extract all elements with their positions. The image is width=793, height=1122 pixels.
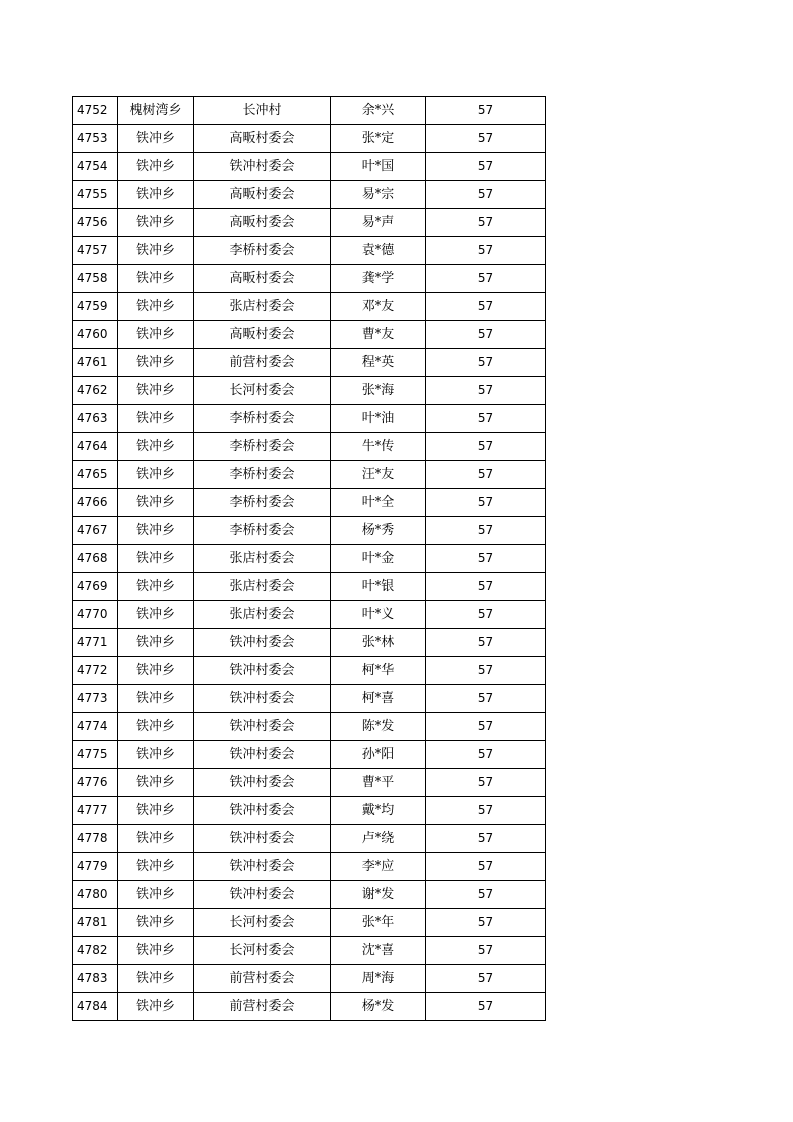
village-cell: 高畈村委会 (194, 321, 331, 349)
name-cell: 袁*德 (331, 237, 426, 265)
table-row (73, 965, 546, 993)
township-cell: 铁冲乡 (118, 713, 194, 741)
township-cell: 铁冲乡 (118, 433, 194, 461)
township-cell: 铁冲乡 (118, 321, 194, 349)
village-cell: 高畈村委会 (194, 209, 331, 237)
table-row (73, 685, 546, 713)
township-cell: 铁冲乡 (118, 405, 194, 433)
table-row (73, 349, 546, 377)
amount-cell: 57 (426, 209, 546, 237)
village-cell: 长冲村 (194, 97, 331, 125)
name-cell: 张*年 (331, 909, 426, 937)
amount-cell: 57 (426, 685, 546, 713)
row-id-cell: 4767 (73, 517, 118, 545)
table-row (73, 993, 546, 1021)
row-id-cell: 4764 (73, 433, 118, 461)
township-cell: 铁冲乡 (118, 293, 194, 321)
row-id-cell: 4752 (73, 97, 118, 125)
village-cell: 铁冲村委会 (194, 629, 331, 657)
village-cell: 李桥村委会 (194, 433, 331, 461)
name-cell: 曹*平 (331, 769, 426, 797)
village-cell: 张店村委会 (194, 573, 331, 601)
village-cell: 李桥村委会 (194, 237, 331, 265)
table-row (73, 797, 546, 825)
name-cell: 叶*银 (331, 573, 426, 601)
amount-cell: 57 (426, 405, 546, 433)
amount-cell: 57 (426, 769, 546, 797)
table-row (73, 825, 546, 853)
table-row (73, 433, 546, 461)
township-cell: 铁冲乡 (118, 237, 194, 265)
amount-cell: 57 (426, 153, 546, 181)
amount-cell: 57 (426, 657, 546, 685)
village-cell: 铁冲村委会 (194, 853, 331, 881)
name-cell: 易*声 (331, 209, 426, 237)
name-cell: 张*海 (331, 377, 426, 405)
row-id-cell: 4772 (73, 657, 118, 685)
township-cell: 铁冲乡 (118, 181, 194, 209)
row-id-cell: 4759 (73, 293, 118, 321)
township-cell: 铁冲乡 (118, 685, 194, 713)
row-id-cell: 4782 (73, 937, 118, 965)
table-row (73, 377, 546, 405)
amount-cell: 57 (426, 545, 546, 573)
amount-cell: 57 (426, 601, 546, 629)
amount-cell: 57 (426, 741, 546, 769)
name-cell: 孙*阳 (331, 741, 426, 769)
village-cell: 铁冲村委会 (194, 657, 331, 685)
township-cell: 铁冲乡 (118, 265, 194, 293)
name-cell: 杨*发 (331, 993, 426, 1021)
name-cell: 沈*喜 (331, 937, 426, 965)
name-cell: 叶*国 (331, 153, 426, 181)
village-cell: 长河村委会 (194, 909, 331, 937)
amount-cell: 57 (426, 909, 546, 937)
table-row (73, 237, 546, 265)
amount-cell: 57 (426, 629, 546, 657)
name-cell: 谢*发 (331, 881, 426, 909)
name-cell: 李*应 (331, 853, 426, 881)
name-cell: 周*海 (331, 965, 426, 993)
table-row (73, 265, 546, 293)
township-cell: 铁冲乡 (118, 797, 194, 825)
table-row (73, 853, 546, 881)
row-id-cell: 4766 (73, 489, 118, 517)
row-id-cell: 4780 (73, 881, 118, 909)
roster-body (73, 97, 546, 1021)
table-row (73, 573, 546, 601)
name-cell: 龚*学 (331, 265, 426, 293)
village-cell: 高畈村委会 (194, 181, 331, 209)
name-cell: 程*英 (331, 349, 426, 377)
table-row (73, 937, 546, 965)
village-cell: 铁冲村委会 (194, 825, 331, 853)
row-id-cell: 4754 (73, 153, 118, 181)
village-cell: 张店村委会 (194, 545, 331, 573)
name-cell: 易*宗 (331, 181, 426, 209)
amount-cell: 57 (426, 825, 546, 853)
row-id-cell: 4776 (73, 769, 118, 797)
amount-cell: 57 (426, 573, 546, 601)
row-id-cell: 4781 (73, 909, 118, 937)
name-cell: 叶*油 (331, 405, 426, 433)
township-cell: 铁冲乡 (118, 853, 194, 881)
row-id-cell: 4756 (73, 209, 118, 237)
table-row (73, 489, 546, 517)
row-id-cell: 4777 (73, 797, 118, 825)
name-cell: 戴*均 (331, 797, 426, 825)
amount-cell: 57 (426, 517, 546, 545)
row-id-cell: 4769 (73, 573, 118, 601)
table-row (73, 741, 546, 769)
amount-cell: 57 (426, 489, 546, 517)
township-cell: 槐树湾乡 (118, 97, 194, 125)
village-cell: 高畈村委会 (194, 265, 331, 293)
village-cell: 前营村委会 (194, 965, 331, 993)
village-cell: 长河村委会 (194, 377, 331, 405)
table-row (73, 153, 546, 181)
village-cell: 铁冲村委会 (194, 153, 331, 181)
village-cell: 李桥村委会 (194, 461, 331, 489)
table-row (73, 881, 546, 909)
row-id-cell: 4775 (73, 741, 118, 769)
township-cell: 铁冲乡 (118, 825, 194, 853)
table-row (73, 293, 546, 321)
table-row (73, 909, 546, 937)
village-cell: 铁冲村委会 (194, 713, 331, 741)
row-id-cell: 4773 (73, 685, 118, 713)
township-cell: 铁冲乡 (118, 377, 194, 405)
township-cell: 铁冲乡 (118, 965, 194, 993)
name-cell: 柯*喜 (331, 685, 426, 713)
table-row (73, 125, 546, 153)
village-cell: 李桥村委会 (194, 489, 331, 517)
township-cell: 铁冲乡 (118, 489, 194, 517)
amount-cell: 57 (426, 125, 546, 153)
name-cell: 杨*秀 (331, 517, 426, 545)
table-row (73, 209, 546, 237)
name-cell: 叶*金 (331, 545, 426, 573)
table-row (73, 181, 546, 209)
township-cell: 铁冲乡 (118, 657, 194, 685)
village-cell: 铁冲村委会 (194, 769, 331, 797)
village-cell: 长河村委会 (194, 937, 331, 965)
amount-cell: 57 (426, 377, 546, 405)
amount-cell: 57 (426, 993, 546, 1021)
township-cell: 铁冲乡 (118, 909, 194, 937)
township-cell: 铁冲乡 (118, 545, 194, 573)
row-id-cell: 4763 (73, 405, 118, 433)
row-id-cell: 4757 (73, 237, 118, 265)
name-cell: 陈*发 (331, 713, 426, 741)
row-id-cell: 4771 (73, 629, 118, 657)
amount-cell: 57 (426, 937, 546, 965)
amount-cell: 57 (426, 321, 546, 349)
village-cell: 李桥村委会 (194, 517, 331, 545)
row-id-cell: 4778 (73, 825, 118, 853)
township-cell: 铁冲乡 (118, 601, 194, 629)
amount-cell: 57 (426, 181, 546, 209)
row-id-cell: 4760 (73, 321, 118, 349)
name-cell: 柯*华 (331, 657, 426, 685)
row-id-cell: 4774 (73, 713, 118, 741)
table-row (73, 713, 546, 741)
township-cell: 铁冲乡 (118, 769, 194, 797)
village-cell: 铁冲村委会 (194, 797, 331, 825)
row-id-cell: 4762 (73, 377, 118, 405)
name-cell: 张*定 (331, 125, 426, 153)
township-cell: 铁冲乡 (118, 153, 194, 181)
name-cell: 曹*友 (331, 321, 426, 349)
township-cell: 铁冲乡 (118, 881, 194, 909)
amount-cell: 57 (426, 797, 546, 825)
amount-cell: 57 (426, 713, 546, 741)
table-row (73, 769, 546, 797)
name-cell: 邓*友 (331, 293, 426, 321)
township-cell: 铁冲乡 (118, 209, 194, 237)
township-cell: 铁冲乡 (118, 937, 194, 965)
township-cell: 铁冲乡 (118, 461, 194, 489)
amount-cell: 57 (426, 97, 546, 125)
name-cell: 叶*全 (331, 489, 426, 517)
table-row (73, 545, 546, 573)
table-row (73, 657, 546, 685)
table-row (73, 601, 546, 629)
township-cell: 铁冲乡 (118, 993, 194, 1021)
amount-cell: 57 (426, 237, 546, 265)
amount-cell: 57 (426, 293, 546, 321)
name-cell: 牛*传 (331, 433, 426, 461)
village-cell: 李桥村委会 (194, 405, 331, 433)
row-id-cell: 4753 (73, 125, 118, 153)
amount-cell: 57 (426, 461, 546, 489)
village-cell: 前营村委会 (194, 993, 331, 1021)
table-row (73, 629, 546, 657)
table-row (73, 517, 546, 545)
amount-cell: 57 (426, 965, 546, 993)
township-cell: 铁冲乡 (118, 741, 194, 769)
name-cell: 余*兴 (331, 97, 426, 125)
amount-cell: 57 (426, 265, 546, 293)
village-cell: 高畈村委会 (194, 125, 331, 153)
name-cell: 汪*友 (331, 461, 426, 489)
village-cell: 张店村委会 (194, 601, 331, 629)
amount-cell: 57 (426, 433, 546, 461)
row-id-cell: 4770 (73, 601, 118, 629)
row-id-cell: 4765 (73, 461, 118, 489)
name-cell: 卢*绕 (331, 825, 426, 853)
amount-cell: 57 (426, 349, 546, 377)
amount-cell: 57 (426, 853, 546, 881)
township-cell: 铁冲乡 (118, 349, 194, 377)
table-row (73, 97, 546, 125)
table-row (73, 321, 546, 349)
name-cell: 张*林 (331, 629, 426, 657)
row-id-cell: 4779 (73, 853, 118, 881)
row-id-cell: 4758 (73, 265, 118, 293)
row-id-cell: 4768 (73, 545, 118, 573)
township-cell: 铁冲乡 (118, 125, 194, 153)
village-cell: 前营村委会 (194, 349, 331, 377)
name-cell: 叶*义 (331, 601, 426, 629)
row-id-cell: 4783 (73, 965, 118, 993)
village-cell: 铁冲村委会 (194, 685, 331, 713)
row-id-cell: 4761 (73, 349, 118, 377)
row-id-cell: 4784 (73, 993, 118, 1021)
township-cell: 铁冲乡 (118, 573, 194, 601)
roster-table (72, 96, 546, 1021)
row-id-cell: 4755 (73, 181, 118, 209)
amount-cell: 57 (426, 881, 546, 909)
township-cell: 铁冲乡 (118, 629, 194, 657)
township-cell: 铁冲乡 (118, 517, 194, 545)
table-row (73, 405, 546, 433)
table-row (73, 461, 546, 489)
village-cell: 铁冲村委会 (194, 881, 331, 909)
village-cell: 铁冲村委会 (194, 741, 331, 769)
village-cell: 张店村委会 (194, 293, 331, 321)
